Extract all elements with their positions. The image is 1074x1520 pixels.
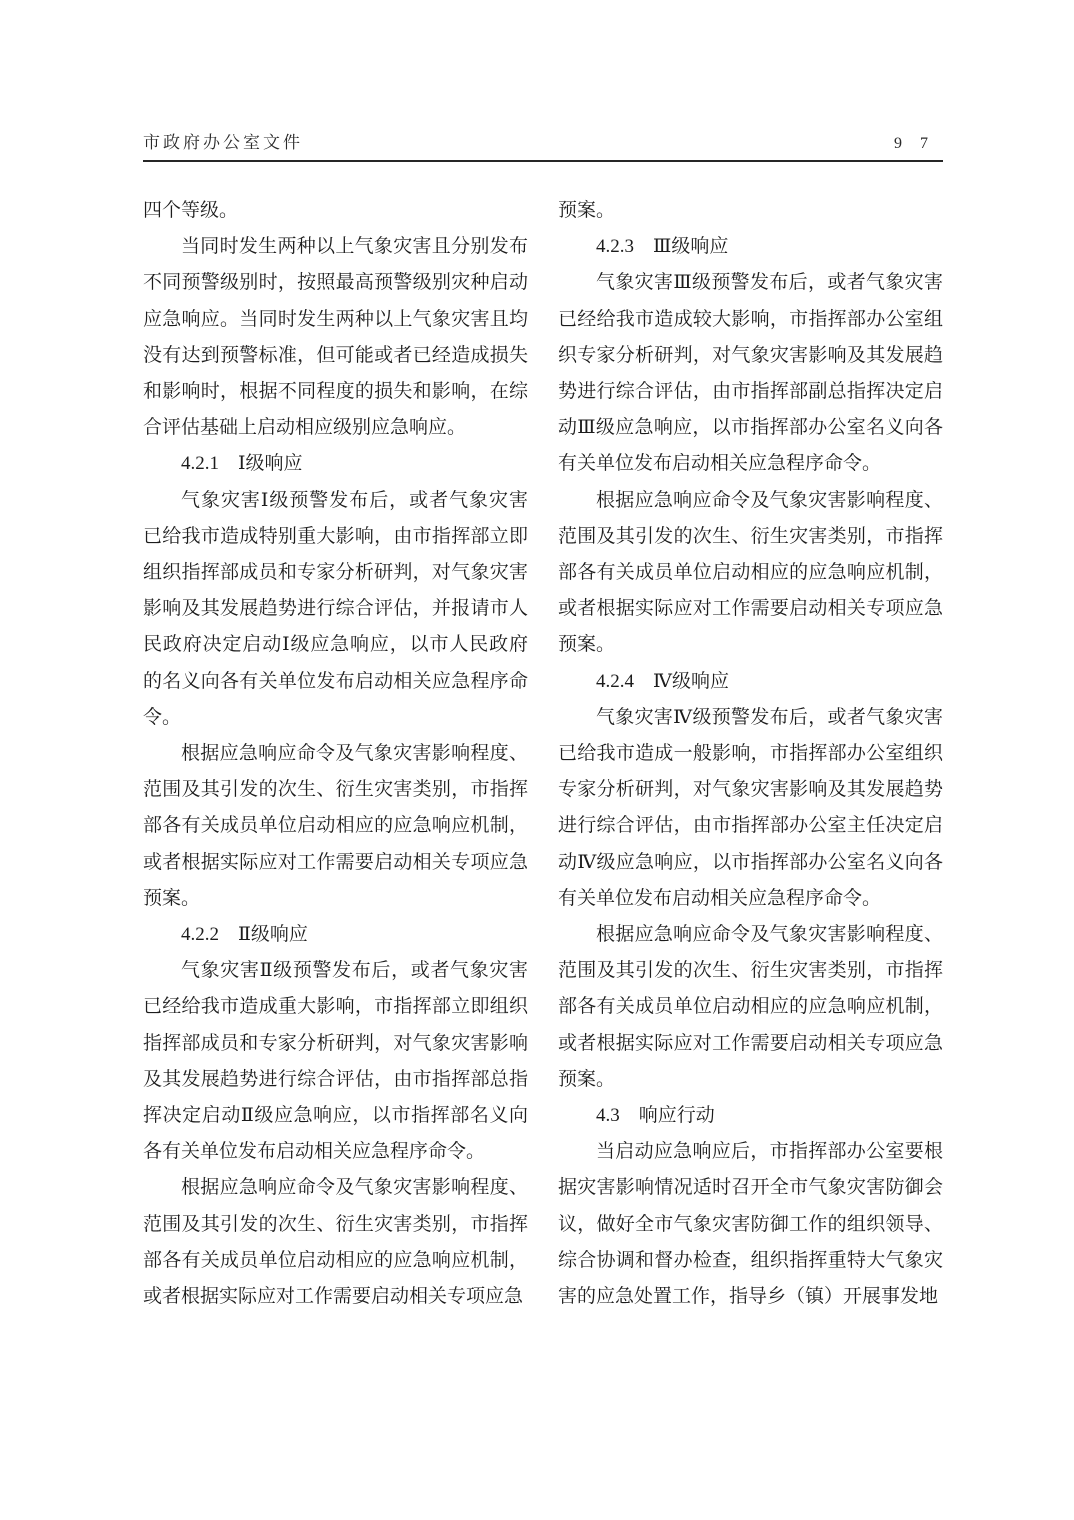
body-paragraph: 气象灾害Ⅰ级预警发布后，或者气象灾害已给我市造成特别重大影响，由市指挥部立即组织指挥部成员和专家分析研判，对气象灾害影响及其发展趋势进行综合评估，并报请市人民政府决定启动Ⅰ级应急响应，以市人民政府的名义向各有关单位发布启动相关应急程序命令。 xyxy=(143,489,528,728)
body-paragraph: 根据应急响应命令及气象灾害影响程度、范围及其引发的次生、衍生灾害类别，市指挥部各有关成员单位启动相应的应急响应机制，或者根据实际应对工作需要启动相关专项应急预案。 xyxy=(558,489,943,656)
left-column xyxy=(143,193,528,1315)
header-title: 市政府办公室文件 xyxy=(143,133,303,152)
section-heading: 4.2.4 Ⅳ级响应 xyxy=(596,670,729,692)
body-paragraph: 当启动应急响应后，市指挥部办公室要根据灾害影响情况适时召开全市气象灾害防御会议，做好全市气象灾害防御工作的组织领导、综合协调和督办检查，组织指挥重特大气象灾害的应急处置工作，指导乡（镇）开展事发地 xyxy=(558,1141,943,1308)
continuation-paragraph: 预案。 xyxy=(558,200,616,221)
section-heading: 4.2.2 Ⅱ级响应 xyxy=(181,924,308,946)
page-number: 9 7 xyxy=(894,135,935,152)
body-paragraph: 根据应急响应命令及气象灾害影响程度、范围及其引发的次生、衍生灾害类别，市指挥部各有关成员单位启动相应的应急响应机制，或者根据实际应对工作需要启动相关专项应急 xyxy=(143,1177,528,1308)
section-heading: 4.3 响应行动 xyxy=(596,1105,715,1127)
body-paragraph: 根据应急响应命令及气象灾害影响程度、范围及其引发的次生、衍生灾害类别，市指挥部各有关成员单位启动相应的应急响应机制，或者根据实际应对工作需要启动相关专项应急预案。 xyxy=(558,924,943,1090)
page-header xyxy=(143,128,943,162)
right-column xyxy=(558,193,943,1315)
continuation-paragraph: 四个等级。 xyxy=(143,200,239,221)
section-heading: 4.2.3 Ⅲ级响应 xyxy=(596,236,729,258)
document-body xyxy=(143,193,943,1315)
body-paragraph: 当同时发生两种以上气象灾害且分别发布不同预警级别时，按照最高预警级别灾种启动应急响应。当同时发生两种以上气象灾害且均没有达到预警标准，但可能或者已经造成损失和影响时，根据不同程度的损失和影响，在综合评估基础上启动相应级别应急响应。 xyxy=(143,236,528,439)
body-paragraph: 气象灾害Ⅳ级预警发布后，或者气象灾害已给我市造成一般影响，市指挥部办公室组织专家分析研判，对气象灾害影响及其发展趋势进行综合评估，由市指挥部办公室主任决定启动Ⅳ级应急响应，以市指挥部办公室名义向各有关单位发布启动相关应急程序命令。 xyxy=(558,706,943,909)
body-paragraph: 气象灾害Ⅱ级预警发布后，或者气象灾害已经给我市造成重大影响，市指挥部立即组织指挥部成员和专家分析研判，对气象灾害影响及其发展趋势进行综合评估，由市指挥部总指挥决定启动Ⅱ级应急响应，以市指挥部名义向各有关单位发布启动相关应急程序命令。 xyxy=(143,960,528,1163)
body-paragraph: 气象灾害Ⅲ级预警发布后，或者气象灾害已经给我市造成较大影响，市指挥部办公室组织专家分析研判，对气象灾害影响及其发展趋势进行综合评估，由市指挥部副总指挥决定启动Ⅲ级应急响应，以市指挥部办公室名义向各有关单位发布启动相关应急程序命令。 xyxy=(558,272,943,475)
section-heading: 4.2.1 Ⅰ级响应 xyxy=(181,453,303,475)
body-paragraph: 根据应急响应命令及气象灾害影响程度、范围及其引发的次生、衍生灾害类别，市指挥部各有关成员单位启动相应的应急响应机制，或者根据实际应对工作需要启动相关专项应急预案。 xyxy=(143,743,528,909)
